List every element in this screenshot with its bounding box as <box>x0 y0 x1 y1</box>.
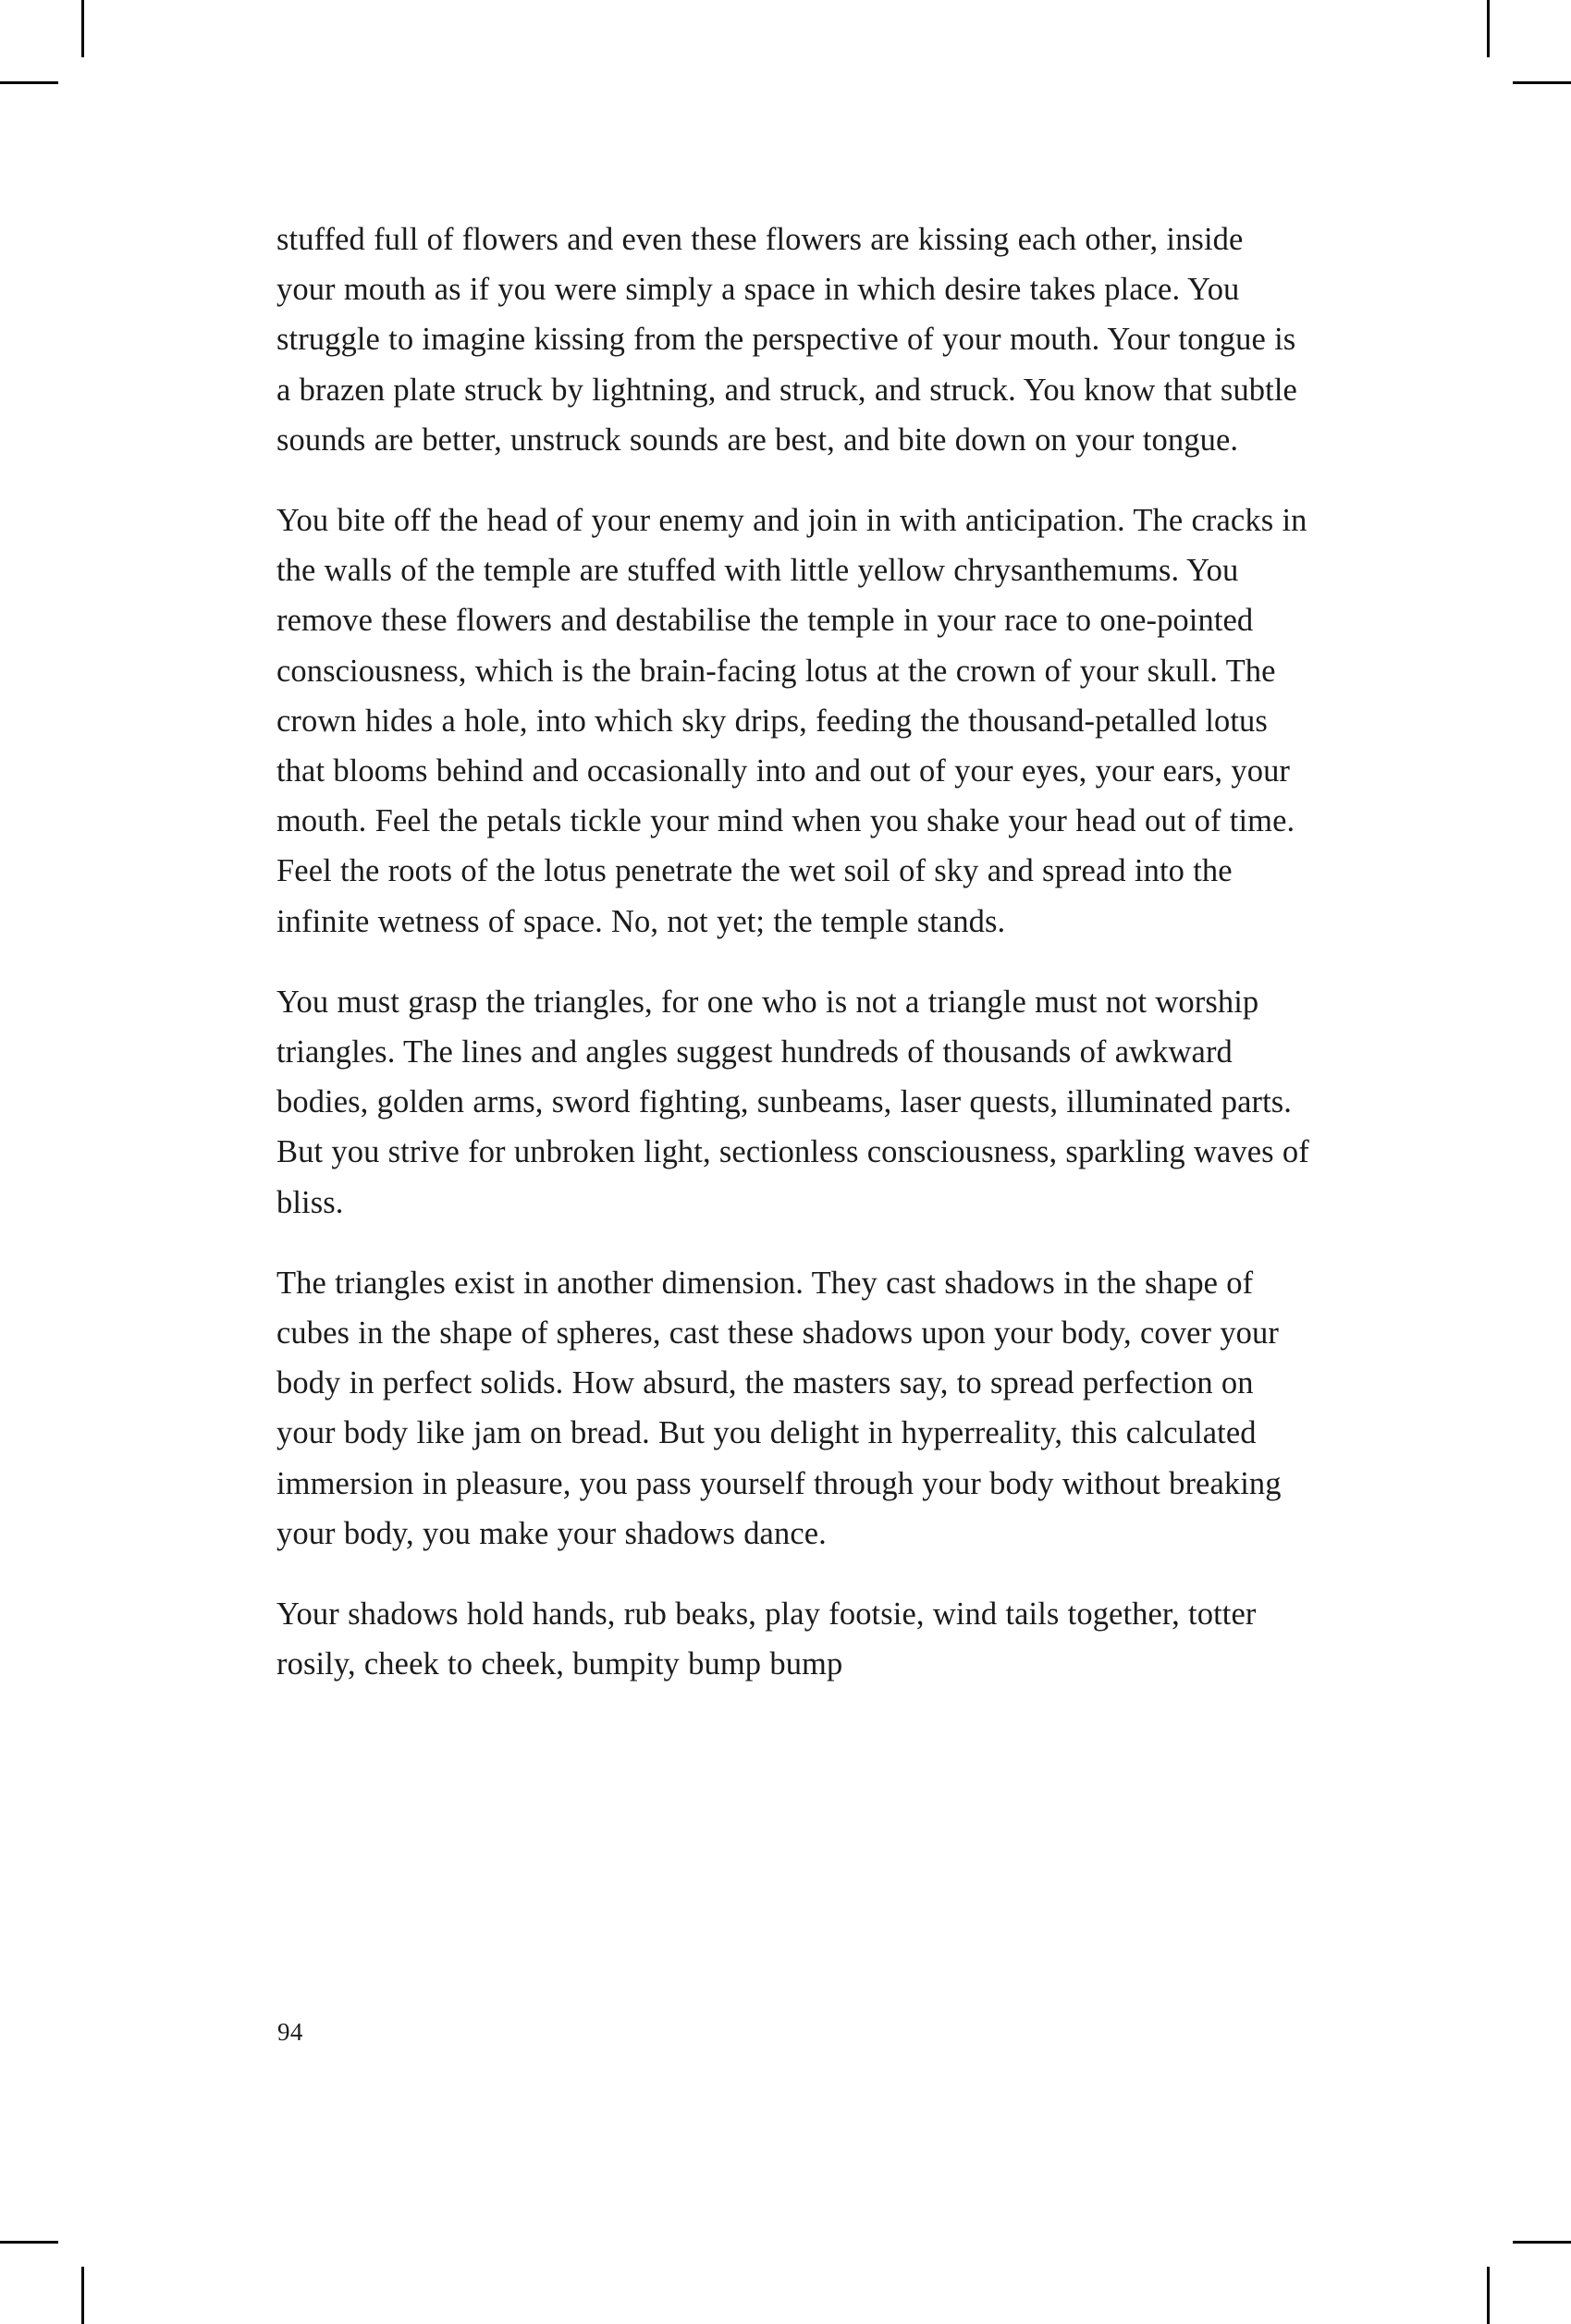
body-paragraph: The triangles exist in another dimension. They cast shadows in the shape of cubes in the shape of spheres, cast these shadows upon your body, cover your body in perfect solids. How absurd, the masters say, to spread perfection on your body like jam on bread. But you delight in hyperreality, this calculated immersion in pleasure, you pass yourself through your body without breaking your body, you make your shadows dance. <box>276 1265 1282 1551</box>
body-paragraph: stuffed full of flowers and even these flowers are kissing each other, inside your mouth as if you were simply a space in which desire takes place. You struggle to imagine kissing from the perspective of your mouth. Your tongue is a brazen plate struck by lightning, and struck, and struck. You know that subtle sounds are better, unstruck sounds are best, and bite down on your tongue. <box>276 222 1297 458</box>
crop-mark-bottom-right-horizontal <box>1513 2241 1571 2244</box>
crop-mark-bottom-left-horizontal <box>0 2241 58 2244</box>
crop-mark-bottom-right-vertical <box>1487 2267 1490 2324</box>
body-paragraph: Your shadows hold hands, rub beaks, play footsie, wind tails together, totter rosily, cheek to cheek, bumpity bump bump <box>276 1596 1257 1682</box>
crop-mark-top-left-vertical <box>81 0 84 57</box>
body-paragraph: You must grasp the triangles, for one who is not a triangle must not worship triangles. The lines and angles suggest hundreds of thousands of awkward bodies, golden arms, sword fighting, sunbeams, laser quests, illuminated parts. But you strive for unbroken light, sectionless consciousness, sparkling waves of bliss. <box>276 984 1309 1220</box>
crop-mark-top-left-horizontal <box>0 81 58 84</box>
body-paragraph: You bite off the head of your enemy and join in with anticipation. The cracks in the walls of the temple are stuffed with little yellow chrysanthemums. You remove these flowers and destabilise the temple in your race to one-pointed consciousness, which is the brain-facing lotus at the crown of your skull. The crown hides a hole, into which sky drips, feeding the thousand-petalled lotus that blooms behind and occasionally into and out of your eyes, your ears, your mouth. Feel the petals tickle your mind when you shake your head out of time. Feel the roots of the lotus penetrate the wet soil of sky and spread into the infinite wetness of space. No, not yet; the temple stands. <box>276 503 1307 939</box>
body-text-block <box>276 214 1310 1689</box>
crop-mark-bottom-left-vertical <box>81 2267 84 2324</box>
crop-mark-top-right-vertical <box>1487 0 1490 57</box>
crop-mark-top-right-horizontal <box>1513 81 1571 84</box>
page-number: 94 <box>277 2018 303 2046</box>
